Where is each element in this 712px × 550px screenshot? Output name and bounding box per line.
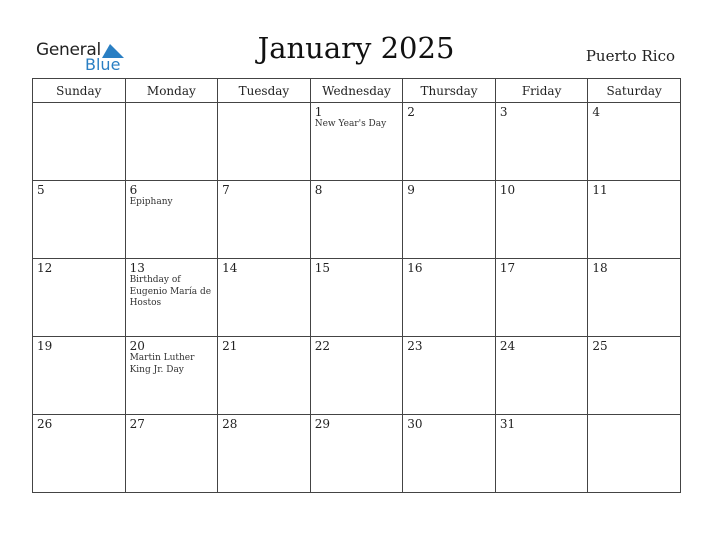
day-number: 19	[37, 339, 53, 353]
day-number: 30	[407, 417, 423, 431]
day-number: 18	[592, 261, 608, 275]
day-cell	[33, 415, 126, 493]
day-cell	[218, 337, 311, 415]
day-cell	[403, 181, 496, 259]
week-row	[33, 181, 681, 259]
day-cell	[33, 181, 126, 259]
day-number: 25	[592, 339, 608, 353]
day-cell	[588, 259, 681, 337]
day-cell	[310, 259, 403, 337]
day-number: 24	[499, 339, 516, 353]
day-number: 12	[37, 261, 53, 275]
day-number: 17	[499, 261, 516, 275]
day-cell	[403, 259, 496, 337]
day-number: 14	[222, 261, 238, 275]
day-number: 3	[499, 105, 508, 119]
day-number: 29	[314, 417, 330, 431]
weekday-header: Friday	[495, 79, 588, 103]
day-number	[33, 103, 125, 106]
day-cell	[218, 415, 311, 493]
holiday-label: Martin Luther King Jr. Day	[129, 353, 195, 375]
weekday-header: Monday	[125, 79, 218, 103]
week-row	[33, 337, 681, 415]
logo-general-text: General	[36, 40, 101, 60]
day-cell	[125, 181, 218, 259]
day-cell	[588, 337, 681, 415]
day-number: 20	[129, 339, 145, 353]
day-number: 9	[407, 183, 415, 197]
week-row	[33, 415, 681, 493]
day-cell	[33, 103, 126, 181]
day-cell	[403, 337, 496, 415]
day-cell	[218, 259, 311, 337]
holiday-label: Birthday of Eugenio María de Hostos	[129, 275, 212, 308]
day-cell	[588, 415, 681, 493]
weekday-header: Sunday	[33, 79, 126, 103]
day-number: 5	[37, 183, 45, 197]
day-number: 8	[314, 183, 323, 197]
holiday-label: Epiphany	[129, 197, 173, 207]
day-number: 28	[222, 417, 238, 431]
day-cell	[125, 337, 218, 415]
day-number: 16	[407, 261, 423, 275]
day-number: 23	[407, 339, 423, 353]
day-cell	[495, 181, 588, 259]
day-cell	[125, 103, 218, 181]
day-cell	[310, 181, 403, 259]
day-cell	[218, 103, 311, 181]
weekday-header: Saturday	[588, 79, 681, 103]
day-cell	[218, 181, 311, 259]
day-number: 21	[222, 339, 238, 353]
day-cell	[310, 103, 403, 181]
day-number: 10	[499, 183, 516, 197]
day-number: 15	[314, 261, 330, 275]
day-number: 2	[407, 105, 415, 119]
week-row	[33, 259, 681, 337]
day-number: 7	[222, 183, 230, 197]
calendar-grid	[32, 78, 681, 493]
weekday-header: Thursday	[403, 79, 496, 103]
day-cell	[125, 415, 218, 493]
day-cell	[588, 181, 681, 259]
day-number: 6	[129, 183, 138, 197]
day-cell	[495, 415, 588, 493]
day-cell	[495, 103, 588, 181]
day-number	[588, 415, 680, 418]
day-cell	[403, 415, 496, 493]
logo-blue-text: Blue	[85, 55, 121, 74]
weekday-header: Wednesday	[310, 79, 403, 103]
day-number: 26	[37, 417, 53, 431]
day-cell	[310, 415, 403, 493]
day-number: 27	[129, 417, 145, 431]
day-number	[218, 103, 310, 106]
day-cell	[403, 103, 496, 181]
day-number: 31	[499, 417, 516, 431]
weekday-header-row	[33, 79, 681, 103]
day-number: 11	[592, 183, 608, 197]
day-number: 13	[129, 261, 145, 275]
day-cell	[125, 259, 218, 337]
day-cell	[588, 103, 681, 181]
day-number	[126, 103, 218, 106]
day-cell	[495, 337, 588, 415]
calendar-region: Puerto Rico	[585, 47, 675, 65]
week-row	[33, 103, 681, 181]
day-number: 4	[592, 105, 601, 119]
weekday-header: Tuesday	[218, 79, 311, 103]
day-cell	[33, 337, 126, 415]
day-cell	[310, 337, 403, 415]
day-cell	[33, 259, 126, 337]
day-number: 22	[314, 339, 330, 353]
day-number: 1	[314, 105, 323, 119]
calendar-title: January 2025	[257, 31, 455, 65]
holiday-label: New Year's Day	[314, 119, 387, 129]
day-cell	[495, 259, 588, 337]
